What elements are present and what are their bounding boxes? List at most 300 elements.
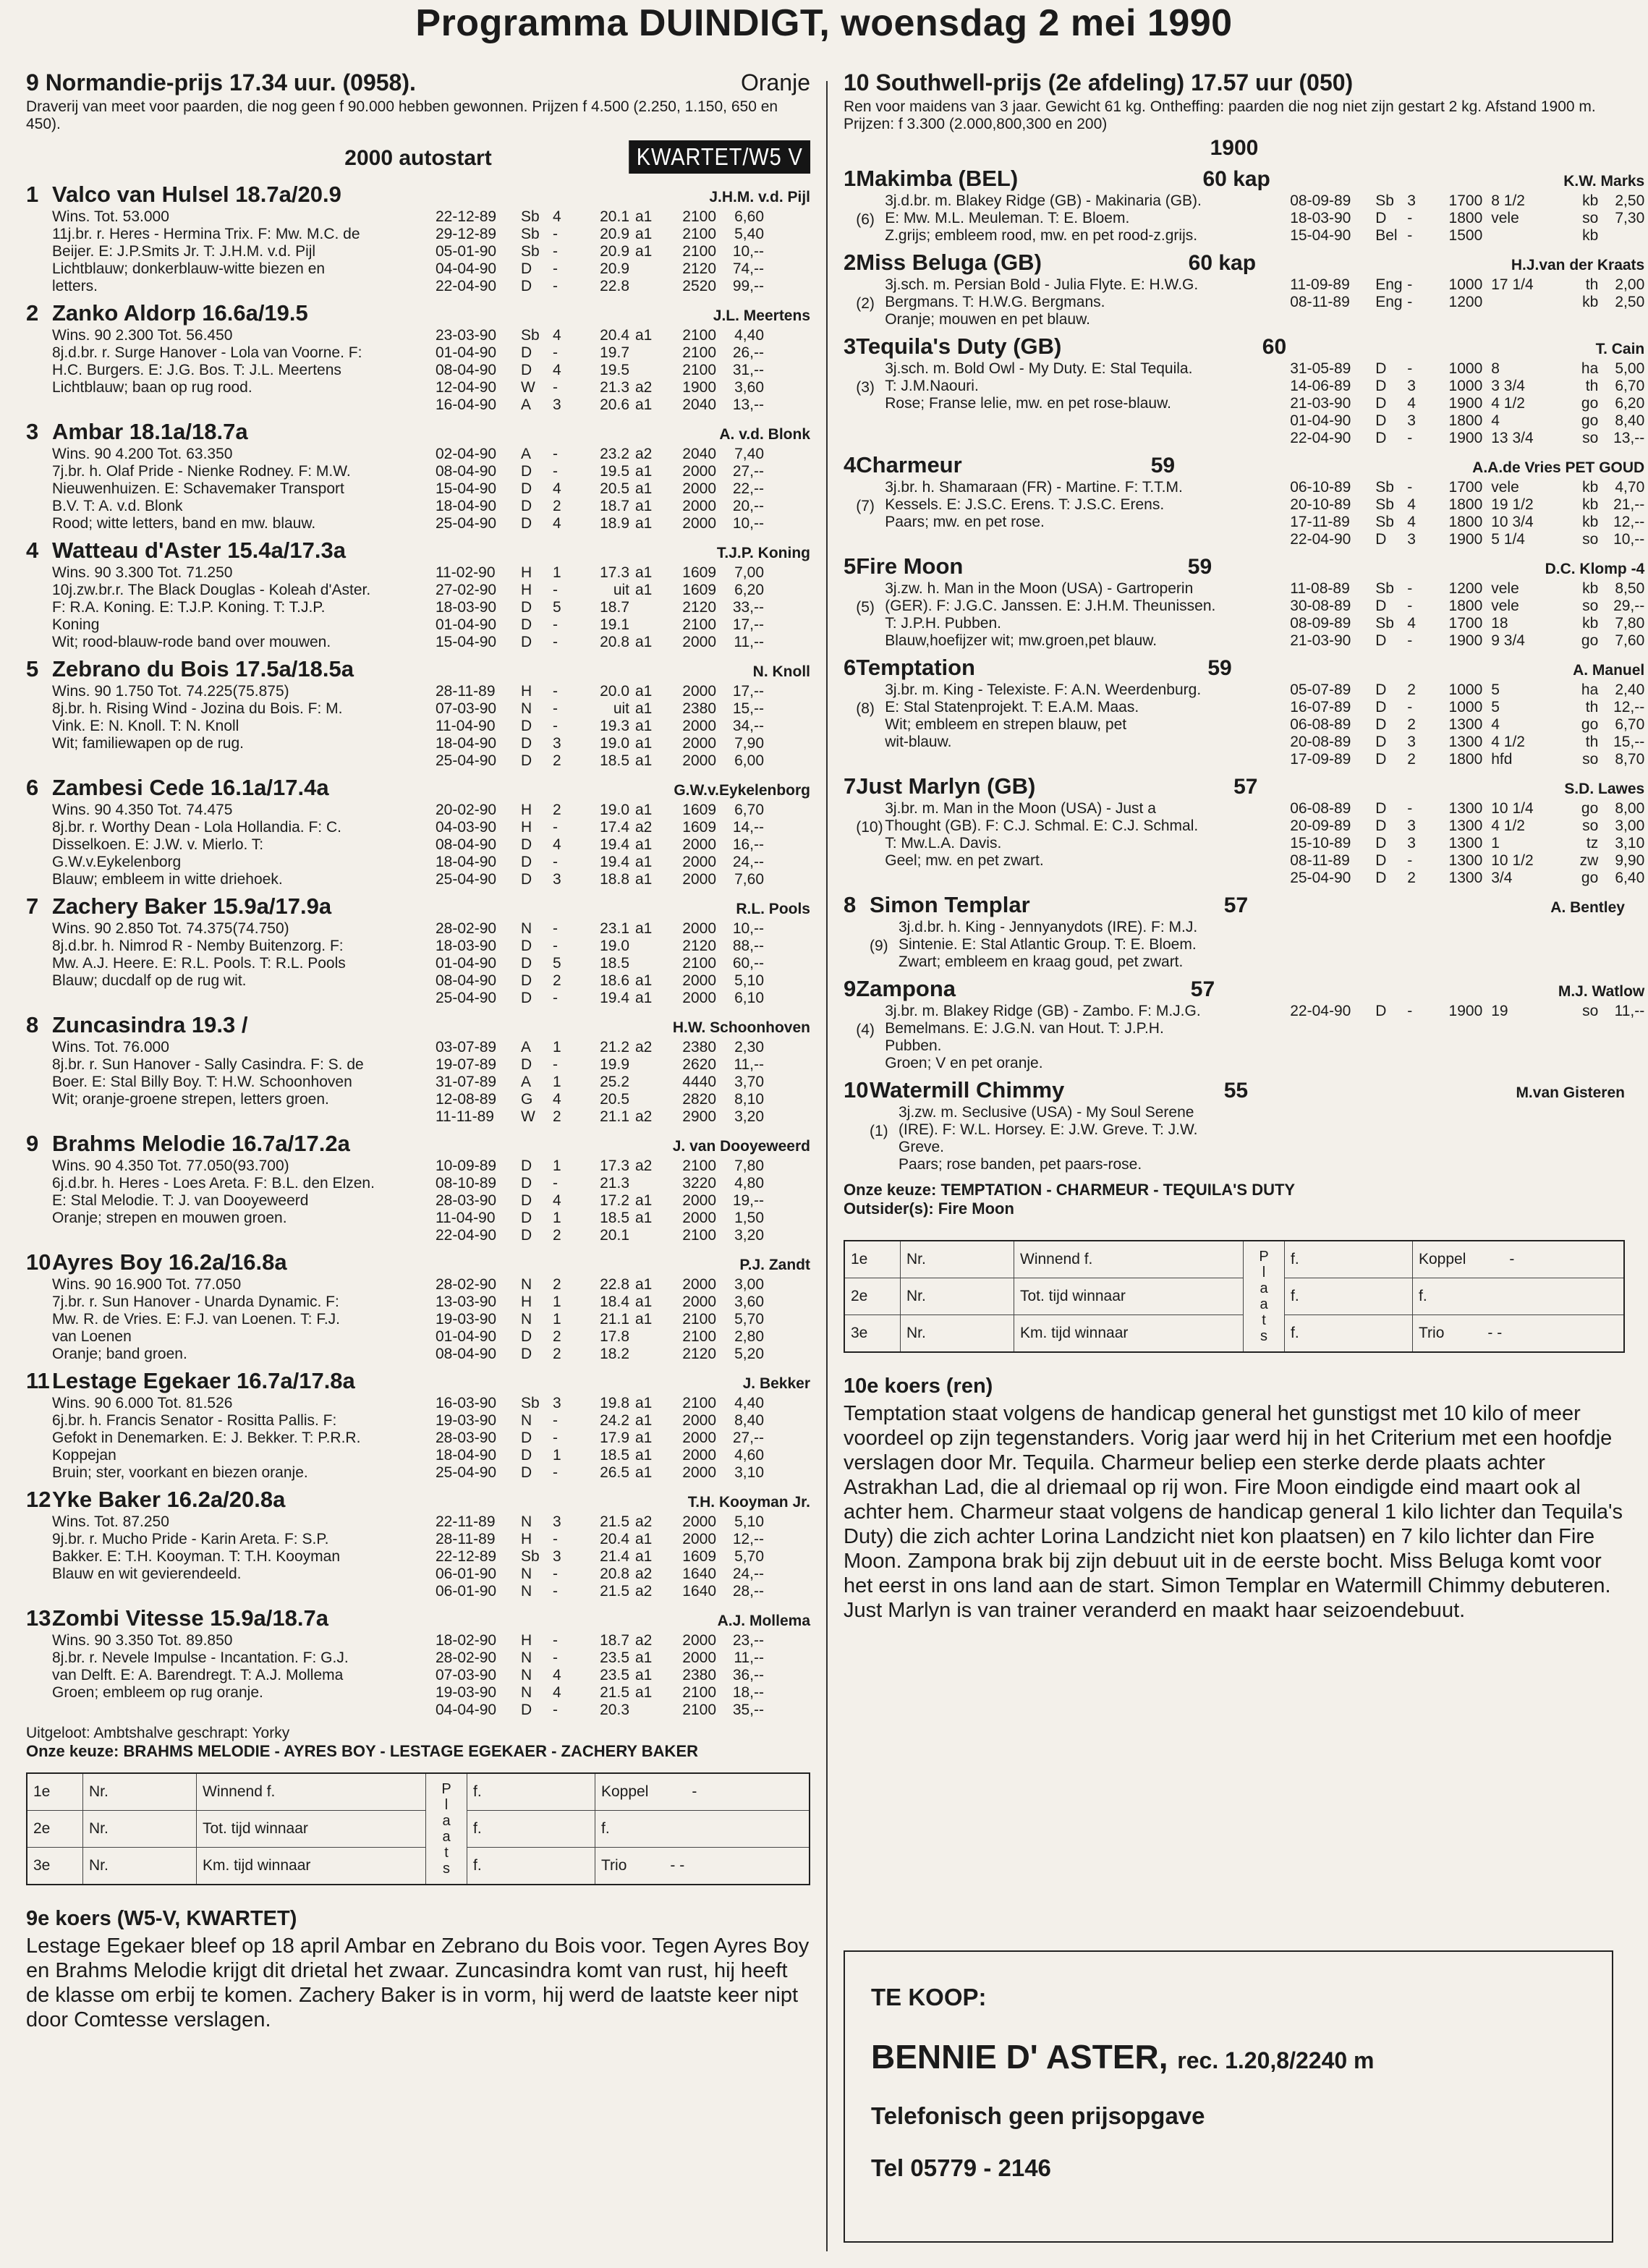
performance-cell: a1 [635,1412,653,1429]
performance-cell: 13-03-90 [436,1294,497,1310]
performance-cell: a1 [635,735,653,752]
performance-cell: - [553,582,558,598]
horse-entry [26,300,810,414]
performance-cell: 24,-- [732,854,764,870]
info-line: Kessels. E: J.S.C. Erens. T: J.S.C. Erens. [885,496,1165,513]
performance-cell: 4 [553,515,561,532]
race-9-footer [26,1725,810,1761]
results-right-dash: - [692,1783,697,1800]
horse-header [52,1011,810,1039]
performance-row [436,1632,810,1649]
horse-weight: 57 [1223,893,1249,917]
performance-row [436,208,810,226]
race-9-description: Draverij van meet voor paarden, die nog geen f 90.000 hebben gewonnen. Prijzen f 4.500 (2.250, 1.150, 650 en 450). [26,98,778,132]
horse-number: 7 [844,773,857,799]
performance-cell: a1 [635,1684,653,1701]
performance-cell: 12-08-89 [436,1091,497,1108]
performance-row [1290,192,1644,210]
horse-info [885,580,1290,650]
performance-list [1290,580,1644,650]
info-line: Groen; V en pet oranje. [885,1055,1043,1071]
performance-cell: D [1375,412,1387,429]
info-line: Bakker. E: T.H. Kooyman. T: T.H. Kooyman [52,1548,341,1565]
horse-body [52,300,810,414]
performance-cell: kb [1582,227,1599,244]
performance-cell: 2100 [682,1702,716,1718]
performance-cell: 08-04-90 [436,362,497,378]
performance-cell: 14-06-89 [1290,378,1351,394]
performance-cell: 3 [553,1513,561,1530]
horse-name: Fire Moon [856,553,964,579]
performance-cell: 1800 [1448,496,1483,513]
performance-list [436,1158,810,1244]
performance-list [436,683,810,770]
results-row [844,1278,1624,1315]
performance-cell: 16-04-90 [436,396,497,413]
performance-cell: 20-09-89 [1290,817,1351,834]
horse-header [52,774,810,802]
performance-row [1290,852,1644,870]
performance-cell: 2,30 [734,1039,764,1056]
performance-cell: H [521,1531,532,1547]
performance-row [436,344,810,362]
performance-cell: 19.8 [600,1395,629,1411]
results-row [27,1811,810,1848]
performance-cell: 17.2 [600,1192,629,1209]
performance-row [1290,210,1644,227]
bet-type-badge: KWARTET/W5 V [629,140,810,174]
performance-row [436,990,810,1007]
horse-number: 3 [844,334,857,359]
performance-cell: a2 [635,1583,653,1600]
performance-cell: 2820 [682,1091,716,1108]
info-line: Geel; mw. en pet zwart. [885,852,1044,869]
info-line: Paars; mw. en pet rose. [885,514,1045,530]
performance-row [436,327,810,344]
performance-cell: - [553,1702,558,1718]
performance-cell: 06-01-90 [436,1583,497,1600]
performance-cell: D [521,1430,532,1446]
horse-body [52,1011,810,1126]
horse-number: 9 [26,1131,39,1156]
info-line: Sintenie. E: Stal Atlantic Group. T: E. Bloem. [899,936,1197,953]
performance-cell: - [553,1175,558,1192]
performance-cell: N [521,1583,532,1600]
performance-cell: 2000 [682,1447,716,1464]
performance-cell: kb [1582,192,1599,209]
info-line: Thought (GB). F: C.J. Schmal. E: C.J. Schmal. [885,817,1199,834]
performance-cell: 21.3 [600,379,629,396]
performance-cell: 3 3/4 [1491,378,1525,394]
results-place: 1e [844,1241,901,1278]
horse-number: 6 [26,775,39,800]
performance-cell: 1000 [1448,699,1483,715]
performance-cell [629,1346,664,1363]
performance-cell: 23.5 [600,1649,629,1666]
race-9-commentary-title: 9e koers (W5-V, KWARTET) [26,1907,297,1930]
performance-cell: 17.8 [600,1328,629,1345]
performance-cell: 08-04-90 [436,972,497,989]
performance-cell: 1700 [1448,192,1483,209]
horse-details [856,800,1644,887]
performance-cell: 1 [553,1039,561,1056]
horse-entry [844,249,1645,328]
performance-cell: 2000 [682,1649,716,1666]
performance-cell: 2100 [682,243,716,260]
performance-cell: 2000 [682,871,716,888]
performance-cell: 19-03-90 [436,1311,497,1328]
performance-cell: a1 [635,718,653,734]
performance-cell: zw [1579,852,1599,869]
performance-cell: 4 [553,327,561,344]
info-line: 3j.br. h. Shamaraan (FR) - Martine. F: T.T.M. [885,479,1183,496]
post-position: (4) [856,1022,875,1038]
performance-cell: 19,-- [732,1192,764,1209]
horse-weight: 60 kap [1202,167,1270,191]
performance-cell: a1 [635,515,653,532]
info-line: 6j.br. h. Francis Senator - Rositta Pallis. F: [52,1412,337,1429]
horse-header [52,1249,810,1276]
performance-cell: 22-04-90 [1290,531,1351,548]
performance-row [1290,800,1644,817]
horse-body [52,537,810,651]
plaats-letter: l [444,1797,449,1813]
performance-cell: 2000 [682,854,716,870]
results-place: 3e [27,1848,83,1885]
performance-row [1290,817,1644,835]
performance-cell: N [521,1311,532,1328]
performance-cell: N [521,1667,532,1683]
performance-cell: 05-01-90 [436,243,497,260]
performance-cell: 27-02-90 [436,582,497,598]
plaats-letter: t [444,1845,449,1861]
info-line: Paars; rose banden, pet paars-rose. [899,1156,1142,1173]
performance-cell: 4 [553,1091,561,1108]
performance-cell: a2 [635,1566,653,1582]
performance-list [436,1039,810,1126]
performance-row [436,243,810,260]
performance-cell: 29-12-89 [436,226,497,242]
ad-horse-record: rec. 1.20,8/2240 m [1177,2047,1375,2073]
performance-row [436,616,810,634]
info-line: 7j.br. h. Olaf Pride - Nienke Rodney. F: M.W. [52,463,351,480]
performance-cell: kb [1582,479,1599,496]
trainer-name: R.L. Pools [736,901,810,917]
performance-row [1290,734,1644,751]
ad-horse-title: BENNIE D' ASTER, [871,2038,1168,2076]
performance-cell: 5,70 [734,1311,764,1328]
horse-name: Brahms Melodie 16.7a/17.2a [52,1131,350,1156]
performance-cell: H [521,1294,532,1310]
results-place: 2e [27,1811,83,1848]
performance-cell: - [553,1566,558,1582]
performance-cell: 8 [1491,360,1500,377]
performance-cell: 2000 [682,972,716,989]
performance-cell: 22,-- [732,480,764,497]
performance-cell: a1 [635,802,653,818]
performance-cell: 19.5 [600,362,629,378]
info-line: 9j.br. r. Mucho Pride - Karin Areta. F: S.P. [52,1531,329,1547]
horse-details [856,1003,1644,1072]
info-line: 3j.zw. h. Man in the Moon (USA) - Gartroperin [885,580,1194,597]
performance-cell: 1 [553,1158,561,1174]
performance-cell: 1300 [1448,800,1483,817]
performance-cell: kb [1582,496,1599,513]
horse-entry [26,1011,810,1126]
horse-details [52,564,810,651]
performance-cell: 6,40 [1615,870,1645,886]
performance-cell: a1 [635,990,653,1006]
performance-cell: a2 [635,379,653,396]
performance-cell: 1 [553,1074,561,1090]
performance-cell: 30-08-89 [1290,598,1351,614]
performance-row [436,1583,810,1600]
performance-cell: 4 [1407,615,1416,632]
info-line: Disselkoen. E: J.W. v. Mierlo. T: [52,836,264,853]
horse-entry [844,553,1645,650]
performance-cell: 18-03-90 [436,938,497,954]
trainer-name: A. Manuel [1573,662,1645,679]
info-line: Wins. 90 2.850 Tot. 74.375(74.750) [52,920,289,937]
performance-cell: 21.1 [600,1108,629,1125]
performance-cell: 4 [553,836,561,853]
performance-cell: 21,-- [1613,496,1645,513]
performance-cell: 2000 [682,1513,716,1530]
performance-cell: 19-03-90 [436,1684,497,1701]
performance-cell: D [521,871,532,888]
horse-number: 13 [26,1605,51,1631]
performance-cell: 2000 [682,683,716,700]
horse-body [52,774,810,888]
performance-cell: 18.9 [600,515,629,532]
horse-number: 9 [844,976,857,1001]
performance-cell [629,599,664,616]
performance-cell: a1 [635,582,653,598]
horse-entry [844,333,1645,447]
results-plaats-label [426,1773,467,1885]
race-10-pick: Onze keuze: TEMPTATION - CHARMEUR - TEQUILA'S DUTY [844,1181,1296,1199]
performance-cell: D [521,463,532,480]
horse-number: 12 [26,1487,51,1512]
performance-cell: 2 [553,1276,561,1293]
performance-cell: a1 [635,1447,653,1464]
performance-cell: go [1581,800,1599,817]
horse-details [856,192,1644,245]
horse-info [52,920,436,1007]
performance-cell: a1 [635,752,653,769]
horse-info [899,919,1304,971]
performance-cell: 17-11-89 [1290,514,1350,530]
info-line: Pubben. [885,1037,942,1054]
performance-row [1290,378,1644,395]
performance-cell: 11-04-90 [436,718,496,734]
post-position: (1) [870,1123,888,1139]
horse-entry [26,418,810,532]
horse-number: 1 [26,182,39,207]
horse-name: Yke Baker 16.2a/20.8a [52,1487,286,1512]
performance-cell: A [521,446,532,462]
results-label: Km. tijd winnaar [1014,1315,1244,1353]
performance-cell: 21-03-90 [1290,632,1351,649]
performance-cell: vele [1491,210,1519,226]
performance-cell: Sb [521,226,540,242]
race-10-results-table [844,1240,1625,1353]
ad-horse-name [871,2037,1375,2076]
performance-cell: 2120 [682,260,716,277]
performance-row [436,1649,810,1667]
performance-cell: 23.1 [600,920,629,937]
race-9-color: Oranje [740,69,810,95]
plaats-letter: a [442,1829,451,1845]
results-f: f. [1285,1241,1413,1278]
performance-cell: th [1585,276,1599,293]
performance-cell: go [1581,632,1599,649]
performance-cell: A [521,1074,532,1090]
performance-cell: 29,-- [1613,598,1645,614]
performance-cell: - [553,379,558,396]
performance-cell: 28-02-90 [436,1276,497,1293]
horse-number: 2 [844,250,857,275]
performance-cell: 21.5 [600,1684,629,1701]
horse-weight: 59 [1150,454,1176,477]
horse-header [52,893,810,920]
performance-cell: 08-04-90 [436,1346,497,1362]
performance-cell: 2 [553,802,561,818]
horse-name: Watermill Chimmy [870,1077,1065,1103]
results-row [27,1773,810,1811]
performance-cell: 1900 [1448,632,1483,649]
performance-cell: 2000 [682,1531,716,1547]
info-line: Wins. 90 3.300 Tot. 71.250 [52,564,233,581]
horse-entry [26,655,810,770]
info-line: 3j.zw. m. Seclusive (USA) - My Soul Serene [899,1104,1194,1121]
info-line: 8j.br. r. Worthy Dean - Lola Hollandia. F: C. [52,819,341,836]
performance-cell: 28-11-89 [436,1531,496,1547]
performance-row [1290,1003,1644,1020]
performance-cell: 8,00 [1615,800,1645,817]
performance-cell: 18.5 [600,752,629,769]
results-right-dash: - [1509,1251,1515,1267]
race-9-results-table [26,1772,810,1885]
performance-cell: 20.9 [600,260,629,277]
results-right-label: f. [1419,1288,1427,1304]
performance-cell: a1 [635,498,653,514]
performance-cell: 2040 [682,396,716,413]
info-line: Beijer. E: J.P.Smits Jr. T: J.H.M. v.d. Pijl [52,243,316,260]
performance-cell: 1 [1491,835,1500,851]
performance-cell: H [521,819,532,836]
performance-row [436,938,810,955]
performance-row [436,871,810,888]
performance-cell: 3 [553,1548,561,1565]
horse-entry [26,537,810,651]
performance-cell: 06-10-89 [1290,479,1351,496]
performance-cell: 5,20 [734,1346,764,1362]
results-label: Winnend f. [197,1773,426,1811]
horse-info [885,192,1290,245]
performance-cell: 2100 [682,616,716,633]
performance-cell: 5,00 [1615,360,1645,377]
info-line: Gefokt in Denemarken. E: J. Bekker. T: P.R.R. [52,1430,361,1446]
performance-cell: 2000 [682,718,716,734]
performance-cell: 7,60 [734,871,764,888]
performance-cell: 01-04-90 [436,955,497,972]
post-position: (10) [856,819,883,836]
info-line: Nieuwenhuizen. E: Schavemaker Transport [52,480,344,497]
post-position: (6) [856,211,875,228]
horse-name: Lestage Egekaer 16.7a/17.8a [52,1368,355,1393]
performance-cell: 20,-- [732,498,764,514]
performance-cell: 18.5 [600,1210,629,1226]
performance-cell: 8,10 [734,1091,764,1108]
performance-cell: 4 [1491,412,1500,429]
performance-cell: a2 [635,819,653,836]
horse-details [52,802,810,888]
performance-row [436,1667,810,1684]
horse-info [52,1513,436,1600]
performance-cell: 2380 [682,1039,716,1056]
performance-cell: a2 [635,1513,653,1530]
performance-cell: 10,-- [1613,531,1645,548]
performance-row [1290,294,1644,311]
race-9-start-type: 2000 autostart [344,146,492,170]
ad-heading: TE KOOP: [871,1984,987,2010]
performance-cell: 19.0 [600,938,629,954]
performance-cell: 3 [1407,412,1416,429]
performance-cell: 5 [1491,699,1500,715]
performance-cell: 3,60 [734,379,764,396]
performance-cell: 7,40 [734,446,764,462]
performance-row [1290,479,1644,496]
performance-cell: Eng [1375,294,1403,310]
performance-cell: 2120 [682,599,716,616]
performance-cell: D [521,735,532,752]
performance-cell [629,616,664,634]
performance-cell: 10-09-89 [436,1158,497,1174]
performance-cell: 2,80 [734,1328,764,1345]
performance-cell: 10 1/4 [1491,800,1534,817]
performance-cell: 1500 [1448,227,1483,244]
performance-row [436,802,810,819]
performance-cell: 28-03-90 [436,1192,497,1209]
performance-row [1290,751,1644,768]
horse-header [856,451,1644,479]
performance-row [436,1158,810,1175]
performance-cell: 22-04-90 [1290,1003,1351,1019]
horse-number: 3 [26,419,39,444]
performance-cell: Sb [521,327,540,344]
horse-details [870,1104,1625,1173]
performance-row [436,1395,810,1412]
plaats-letter: P [441,1781,451,1797]
results-row [27,1848,810,1885]
performance-cell: 5,10 [734,1513,764,1530]
horse-info [52,564,436,651]
info-line: F: R.A. Koning. E: T.J.P. Koning. T: T.J.P. [52,599,326,616]
performance-cell: - [1407,430,1413,446]
horse-details [856,360,1644,447]
horse-header [52,300,810,327]
horse-number: 1 [844,166,857,191]
performance-row [1290,632,1644,650]
performance-cell: 2,50 [1615,294,1645,310]
performance-row [436,226,810,243]
horse-header [52,1367,810,1395]
performance-cell: 22.8 [600,1276,629,1293]
performance-cell: 27,-- [732,463,764,480]
performance-cell: 04-04-90 [436,1702,497,1718]
ad-phone: Tel 05779 - 2146 [871,2154,1051,2181]
